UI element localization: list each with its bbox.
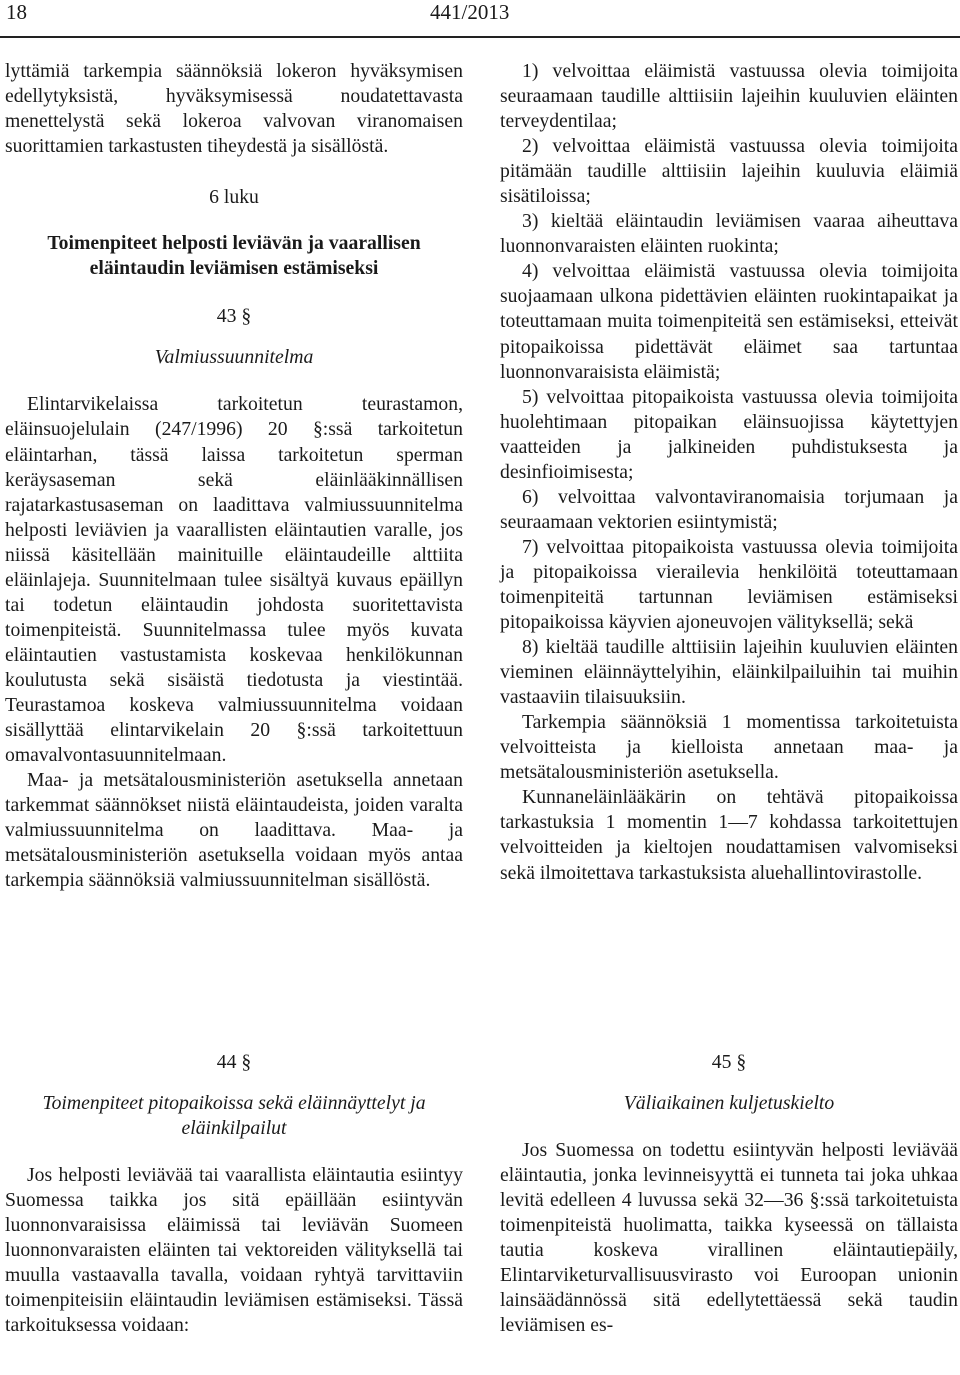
section-43-paragraph-2: Maa- ja metsätalousministeriön asetuksella annetaan tarkemmat säännökset niistä eläintaudeista, joiden varalta valmiussuunnitelma on laadittava. Maa- ja metsätalousministeriön asetuksella voidaan myös antaa tarkempia säännöksiä valmiussuunnitelman sisällöstä.	[5, 769, 463, 892]
section-title-44: Toimenpiteet pitopaikoissa sekä eläinnäyttelyt ja eläinkilpailut	[42, 1092, 426, 1140]
section-number-43: 43 §	[216, 305, 252, 328]
section-title-45: Väliaikainen kuljetuskielto	[623, 1092, 835, 1115]
chapter-title: Toimenpiteet helposti leviävän ja vaarallisen eläintaudin leviämisen estämiseksi	[47, 232, 421, 280]
chapter-number: 6 luku	[209, 186, 259, 209]
left-column-bottom	[5, 1050, 463, 1338]
left-column-top	[5, 59, 463, 893]
page-header	[0, 0, 960, 26]
section-44-paragraph-3: Kunnaneläinlääkärin on tehtävä pitopaikoissa tarkastuksia 1 momentin 1—7 kohdassa tarkoitettujen velvoitteiden ja kieltojen noudattamisen valvomiseksi sekä ilmoitettava tarkastuksista aluehallintovirastolle.	[500, 786, 958, 884]
right-column-bottom	[500, 1050, 958, 1338]
list-item: 8) kieltää taudille alttiisiin lajeihin kuuluvien eläinten vieminen eläinnäyttelyihin, eläinkilpailuihin tai muihin vastaaviin tilaisuuksiin.	[500, 636, 958, 709]
list-item: 5) velvoittaa pitopaikoista vastuussa olevia toimijoita huolehtimaan pitopaikan eläinsuojissa käytettyjen vaatteiden ja jalkineiden puhdistuksesta ja desinfioimisesta;	[500, 385, 958, 483]
list-item: 1) velvoittaa eläimistä vastuussa olevia toimijoita seuraamaan taudille alttiisiin lajeihin kuuluvien eläinten terveydentilaa;	[500, 60, 958, 133]
section-45-paragraph-1: Jos Suomessa on todettu esiintyvän helposti leviävää eläintautia, jonka levinneisyyttä ei tunneta tai joka uhkaa levitä edelleen 4 luvussa sekä 32—36 §:ssä tarkoitetuista toimenpiteistä huolimatta, taikka kyseessä on tällaista tautia koskeva virallinen eläintautiepäily, Elintarviketurvallisuusvirasto voi Euroopan unionin lainsäädännössä sitä edellytettäessä sekä taudin leviämisen es-	[500, 1139, 958, 1337]
section-43-paragraph-1: Elintarvikelaissa tarkoitetun teurastamon, eläinsuojelulain (247/1996) 20 §:ssä tarkoitetun eläintarhan, tässä laissa tarkoitetun sperman keräysaseman sekä eläinlääkinnällisen rajatarkastusaseman on laadittava valmiussuunnitelma helposti leviävien ja vaarallisten eläintautien varalle, jos niissä käsitellään mainituille eläintaudeille alttiita eläinlajeja. Suunnitelmaan tulee sisältyä kuvaus epäillyn tai todetun eläintaudin johdosta suoritettavista toimenpiteistä. Suunnitelmassa tulee myös kuvata eläintautien vastustamista koskevaa henkilökunnan koulutusta sekä sisäistä tiedotusta ja viestintää. Teurastamoa koskeva valmiussuunnitelma voidaan sisällyttää elintarvikelain 20 §:ssä tarkoitettuun omavalvontasuunnitelmaan.	[5, 393, 463, 767]
list-item: 6) velvoittaa valvontaviranomaisia torjumaan ja seuraamaan vektorien esiintymistä;	[500, 485, 958, 533]
page-number: 18	[6, 0, 27, 24]
section-number-44: 44 §	[216, 1051, 252, 1073]
section-44-paragraph-1: Jos helposti leviävää tai vaarallista eläintautia esiintyy Suomessa taikka jos sitä epäillään esiintyvän luonnonvaraisissa eläimissä tai leviävän Suomeen luonnonvaraisten eläinten tai vektoreiden välityksellä tai muulla vastaavalla tavalla, voidaan ryhtyä tarvittaviin toimenpiteisiin eläintaudin leviämisen estämiseksi. Tässä tarkoituksessa voidaan:	[5, 1164, 463, 1337]
list-item: 4) velvoittaa eläimistä vastuussa olevia toimijoita suojaamaan ulkona pidettävien eläinten ruokintapaikat ja toteuttamaan muita toimenpiteitä sen estämiseksi, etteivät pitopaikoissa pidettävät eläimet saa tartuntaa luonnonvaraisista eläimistä;	[500, 260, 958, 383]
header-rule	[0, 36, 960, 38]
list-item: 7) velvoittaa pitopaikoista vastuussa olevia toimijoita ja pitopaikoissa vierailevia henkilöitä toteuttamaan toimenpiteitä tartunnan leviämisen estämiseksi pitopaikoissa käyvien ajoneuvojen välityksellä; sekä	[500, 535, 958, 634]
list-item: 3) kieltää eläintaudin leviämisen vaaraa aiheuttava luonnonvaraisten eläinten ruokinta;	[500, 210, 958, 258]
list-item: 2) velvoittaa eläimistä vastuussa olevia toimijoita pitämään taudille alttiisiin lajeihin kuuluvia eläimiä sisätiloissa;	[500, 135, 958, 208]
right-column-top	[500, 59, 958, 886]
statute-number: 441/2013	[430, 0, 510, 24]
section-44-paragraph-2: Tarkempia säännöksiä 1 momentissa tarkoitetuista velvoitteista ja kielloista annetaan maa- ja metsätalousministeriön asetuksella.	[500, 711, 958, 784]
section-title-43: Valmiussuunnitelma	[154, 346, 314, 369]
section-number-45: 45 §	[711, 1051, 747, 1073]
intro-paragraph: lyttämiä tarkempia säännöksiä lokeron hyväksymisen edellytyksistä, hyväksymisessä noudatettavasta menettelystä sekä lokeroa valvovan viranomaisen suorittamien tarkastusten tiheydestä ja sisällöstä.	[5, 60, 463, 158]
